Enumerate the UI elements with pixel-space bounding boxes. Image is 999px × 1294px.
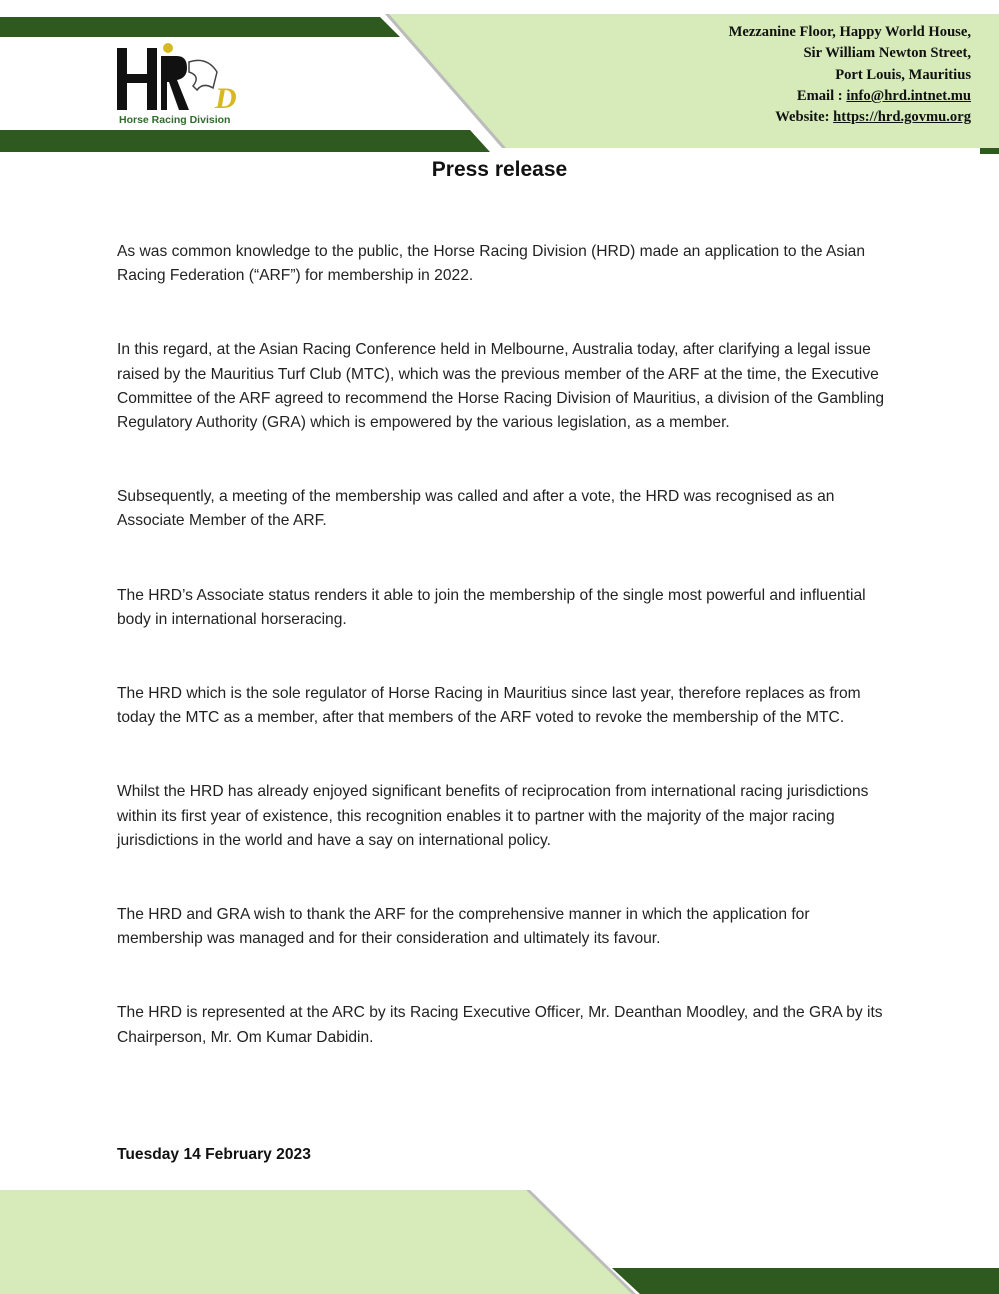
header-dark-band-bottom [0, 130, 490, 152]
address-line-3: Port Louis, Mauritius [835, 66, 971, 83]
footer-light-panel [0, 1190, 636, 1294]
address-line-1: Mezzanine Floor, Happy World House, [728, 24, 971, 40]
paragraph: The HRD which is the sole regulator of Horse Racing in Mauritius since last year, therefore replaces as from today the MTC as a member, after that members of the ARF voted to revoke the membership of the MTC. [117, 685, 861, 727]
release-date: Tuesday 14 February 2023 [117, 1146, 311, 1163]
press-release-body [117, 240, 887, 1100]
paragraph: In this regard, at the Asian Racing Conference held in Melbourne, Australia today, after clarifying a legal issue raised by the Mauritius Turf Club (MTC), which was the previous member of the ARF at the time, the Executive Committee of the ARF agreed to recommend the Horse Racing Division of Mauritius, a division of the Gambling Regulatory Authority (GRA) which is empowered by the various legislation, as a member. [117, 341, 885, 432]
logo-caption: Horse Racing Division [119, 114, 231, 126]
header-dark-band-right [980, 148, 999, 154]
paragraph: Subsequently, a meeting of the membership was called and after a vote, the HRD was recognised as an Associate Member of the ARF. [117, 488, 835, 530]
paragraph: As was common knowledge to the public, the Horse Racing Division (HRD) made an application to the Asian Racing Federation (“ARF”) for membership in 2022. [117, 243, 866, 285]
address-block [729, 22, 971, 128]
address-line-2: Sir William Newton Street, [803, 45, 971, 62]
footer-banner [0, 1186, 999, 1294]
footer-dark-band [612, 1268, 999, 1294]
page-title: Press release [431, 158, 568, 181]
email-link[interactable]: info@hrd.intnet.mu [846, 87, 971, 104]
header-dark-band-top [0, 17, 400, 37]
email-line [729, 86, 971, 107]
email-label: Email : [796, 87, 847, 104]
paragraph: Whilst the HRD has already enjoyed significant benefits of reciprocation from international racing jurisdictions within its first year of existence, this recognition enables it to partner with the majority of the major racing jurisdictions in the world and have a say on international policy. [117, 783, 869, 849]
paragraph: The HRD is represented at the ARC by its Racing Executive Officer, Mr. Deanthan Moodley, and the GRA by its Chairperson, Mr. Om Kumar Dabidin. [117, 1004, 883, 1046]
website-link[interactable]: https://hrd.govmu.org [833, 109, 971, 126]
website-label: Website: [775, 109, 834, 126]
website-line [729, 107, 971, 128]
svg-text:D: D [215, 82, 237, 115]
paragraph: The HRD’s Associate status renders it able to join the membership of the single most powerful and influential body in international horseracing. [117, 586, 866, 628]
paragraph: The HRD and GRA wish to thank the ARF for the comprehensive manner in which the application for membership was managed and for their consideration and ultimately its favour. [117, 906, 810, 948]
